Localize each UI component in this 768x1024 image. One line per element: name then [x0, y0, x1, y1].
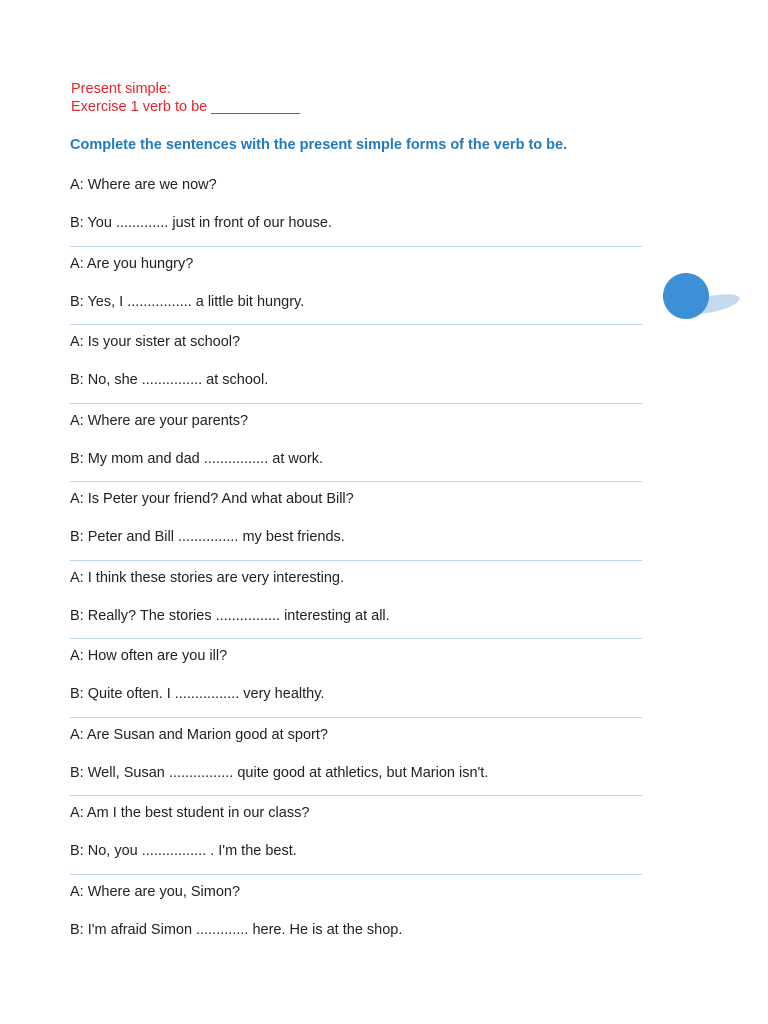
question-line: A: How often are you ill?: [70, 648, 228, 664]
answer-line: B: Peter and Bill ............... my best friends.: [70, 529, 345, 545]
question-line: A: Where are you, Simon?: [70, 883, 241, 900]
blue-circle-icon: [660, 270, 744, 326]
dialog-item: [70, 875, 642, 954]
dialog-item: [70, 247, 642, 326]
dialog-item: [70, 168, 642, 247]
answer-line: B: Really? The stories ................ interesting at all.: [70, 607, 390, 624]
worksheet-header: [71, 80, 300, 116]
dialog-item: [70, 482, 642, 561]
question-line: A: Am I the best student in our class?: [70, 805, 310, 821]
answer-line: B: No, she ............... at school.: [70, 372, 269, 388]
answer-line: B: Yes, I ................ a little bit hungry.: [70, 293, 305, 310]
question-line: A: Are you hungry?: [70, 255, 194, 272]
question-line: A: Where are we now?: [70, 177, 217, 193]
answer-line: B: Quite often. I ................ very healthy.: [70, 686, 325, 702]
answer-line: B: No, you ................ . I'm the best.: [70, 843, 297, 859]
dialog-item: [70, 718, 642, 797]
question-line: A: Is your sister at school?: [70, 334, 241, 350]
answer-line: B: Well, Susan ................ quite good at athletics, but Marion isn't.: [70, 764, 489, 781]
question-line: A: Where are your parents?: [70, 412, 249, 429]
dialog-item: [70, 639, 642, 718]
question-line: A: Are Susan and Marion good at sport?: [70, 726, 328, 743]
dialog-item: [70, 325, 642, 404]
answer-line: B: My mom and dad ................ at work.: [70, 450, 324, 467]
question-line: A: I think these stories are very interesting.: [70, 569, 345, 586]
circle-shape: [663, 273, 709, 319]
answer-line: B: I'm afraid Simon ............. here. He is at the shop.: [70, 921, 403, 938]
dialog-item: [70, 404, 642, 483]
instruction-text: Complete the sentences with the present simple forms of the verb to be.: [70, 137, 568, 153]
dialog-list: [70, 168, 642, 953]
dialog-item: [70, 561, 642, 640]
dialog-item: [70, 796, 642, 875]
header-exercise: Exercise 1 verb to be ___________: [71, 99, 300, 115]
question-line: A: Is Peter your friend? And what about Bill?: [70, 491, 354, 507]
header-title: Present simple:: [71, 81, 171, 97]
answer-line: B: You ............. just in front of our house.: [70, 215, 332, 231]
